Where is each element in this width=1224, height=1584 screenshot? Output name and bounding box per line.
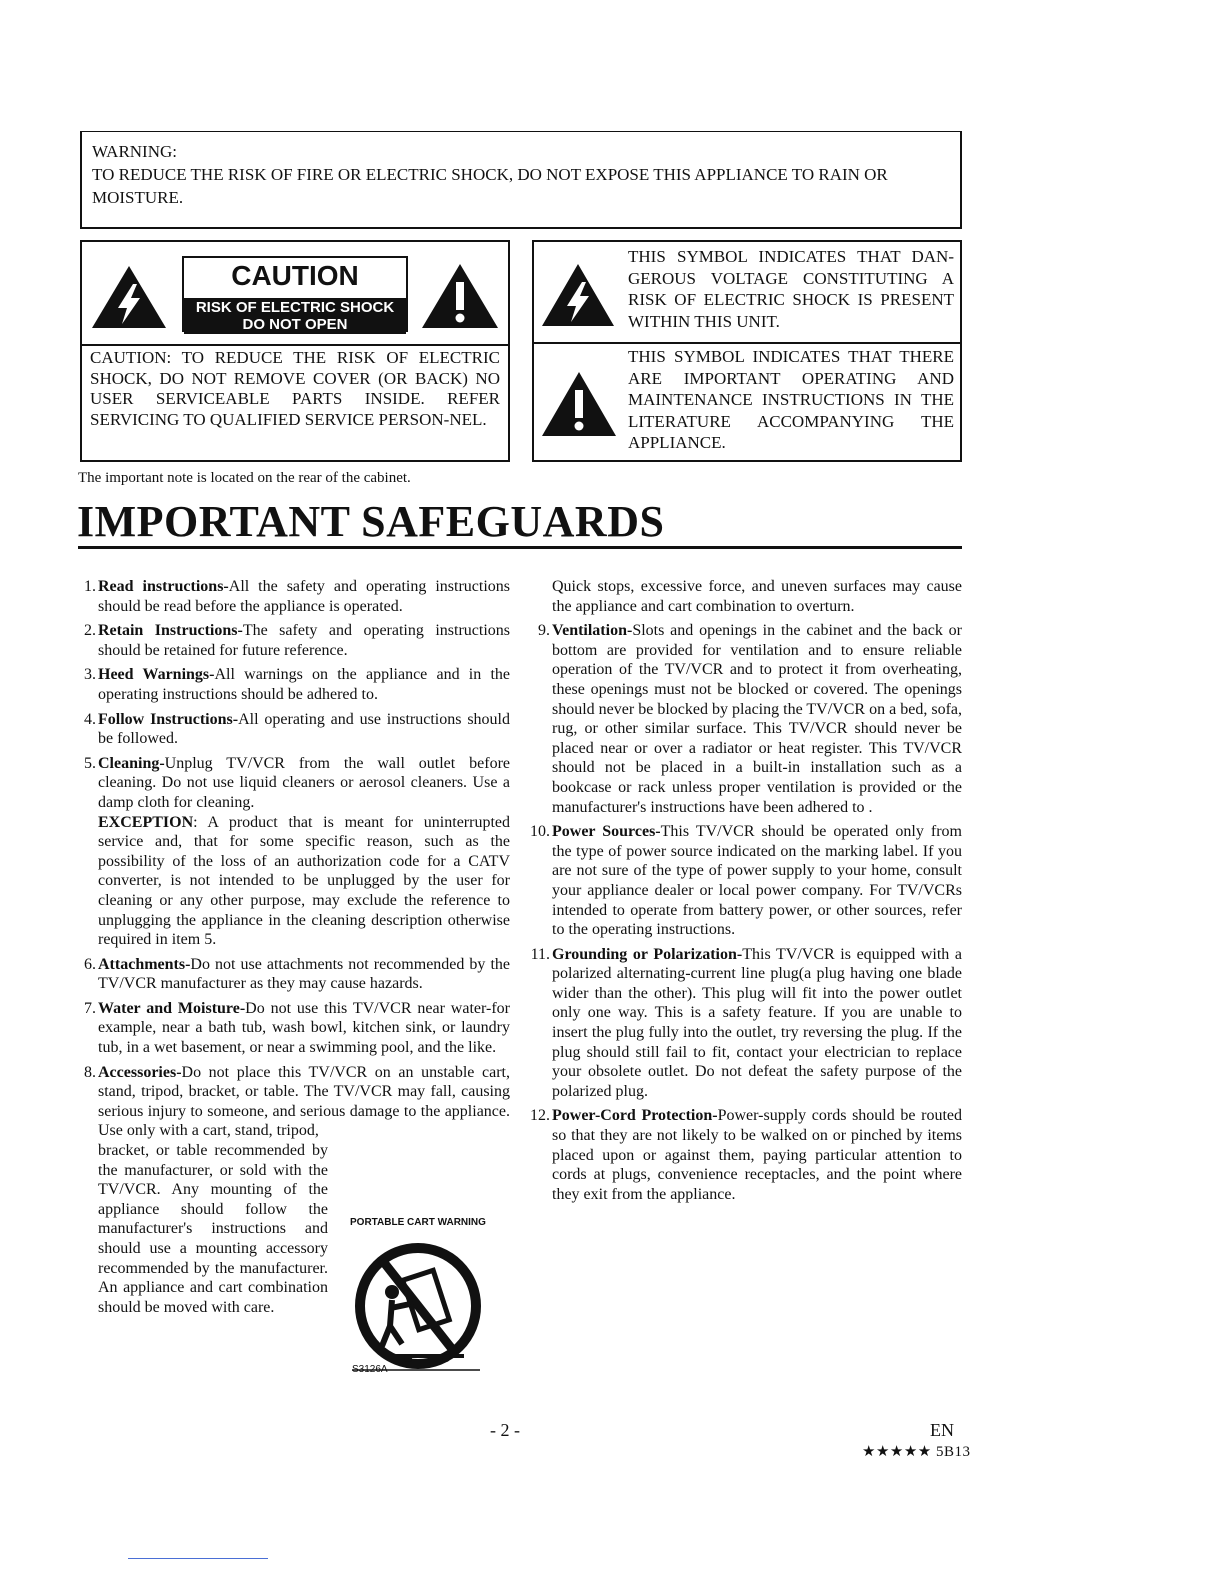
exclamation-symbol-icon: [540, 370, 618, 438]
heading-rule: [78, 546, 962, 549]
language-code: EN: [930, 1420, 954, 1440]
list-item: 9. Ventilation-Slots and openings in the cabinet and the back or bottom are provided for ventilation and to ensure reliable operation of the TV/VCR and to protect it from overheating, these openings must not be blocked or covered. The openings should never be blocked by placing the TV/VCR on a bed, sofa, rug, or other similar surface. This TV/VCR should never be placed near or over a radiator or heat register. This TV/VCR should not be placed in a built-in installation such as a bookcase or rack unless proper ventilation is provided or the manufacturer's instructions have been adhered to .: [538, 622, 962, 816]
caution-text: CAUTION: TO REDUCE THE RISK OF ELECTRIC SHOCK, DO NOT REMOVE COVER (OR BACK) NO USER SERVICEABLE PARTS INSIDE. REFER SERVICING TO QUALIFIED SERVICE PERSON-NEL.: [90, 348, 500, 429]
lightning-warning-icon: [90, 264, 168, 330]
warning-box: [80, 131, 962, 229]
list-item: 2. Retain Instructions-The safety and operating instructions should be retained for future reference.: [84, 622, 511, 659]
lightning-symbol-text: THIS SYMBOL INDICATES THAT DAN-GEROUS VOLTAGE CONSTITUTING A RISK OF ELECTRIC SHOCK IS PRESENT WITHIN THIS UNIT.: [628, 247, 954, 331]
list-item: 1. Read instructions-All the safety and operating instructions should be read before the appliance is operated.: [84, 578, 511, 615]
left-column: [78, 577, 510, 1322]
caution-box: [80, 240, 510, 462]
lightning-symbol-row: [534, 242, 960, 344]
caution-band-line2: DO NOT OPEN: [242, 316, 348, 333]
list-item: 3. Heed Warnings-All warnings on the appliance and in the operating instructions should be adhered to.: [84, 666, 510, 703]
footer-line: [128, 1558, 268, 1559]
caution-label: [182, 256, 408, 332]
portable-cart-warning-icon: [352, 1230, 482, 1380]
model-code: ★★★★★ 5B13: [862, 1444, 971, 1460]
list-item: 8. Accessories-Do not place this TV/VCR on an unstable cart, stand, tripod, bracket, or table. The TV/VCR may fall, causing serious injury to someone, and serious damage to the appliance. Use only with a cart, stand, tripod,: [84, 1063, 510, 1140]
list-item: 5. Cleaning-Unplug TV/VCR from the wall outlet before cleaning. Do not use liquid cleaners or aerosol cleaners. Use a damp cloth for cleaning.: [84, 754, 510, 811]
list-item-continuation: Quick stops, excessive force, and uneven surfaces may cause the appliance and cart combination to overturn.: [552, 578, 962, 615]
cart-warning-label: PORTABLE CART WARNING: [350, 1217, 486, 1228]
lightning-symbol-icon: [540, 262, 616, 328]
list-item: 12. Power-Cord Protection-Power-supply cords should be routed so that they are not likely to be walked on or pinched by items placed upon or against them, paying particular attention to cords at plugs, convenience receptacles, and the point where they exit from the appliance.: [530, 1107, 962, 1203]
cart-code: S3126A: [352, 1364, 388, 1375]
exception-paragraph: EXCEPTION: A product that is meant for uninterrupted service and, that for some specific reason, such as the possibility of the loss of an authorization code for a CATV converter, is not intended to be unplugged by the user for cleaning or any other purpose, may exclude the reference to unplugging the appliance in the cleaning description otherwise required in item 5.: [98, 813, 510, 949]
list-item: 10. Power Sources-This TV/VCR should be operated only from the type of power source indicated on the marking label. If you are not sure of the type of power supply to your home, consult your appliance dealer or local power company. For TV/VCRs intended to operate from battery power, or other sources, refer to the operating instructions.: [530, 823, 963, 939]
caution-word: CAUTION: [231, 260, 359, 291]
right-column: [522, 577, 962, 1209]
warning-text: TO REDUCE THE RISK OF FIRE OR ELECTRIC SHOCK, DO NOT EXPOSE THIS APPLIANCE TO RAIN OR MOISTURE.: [92, 165, 888, 207]
list-item-continuation: bracket, or table recommended by the manufacturer, or sold with the TV/VCR. Any mounting of the appliance should follow the manufacturer's instructions and should use a mounting accessory recommended by the manufacturer. An appliance and cart combination should be moved with care.: [98, 1142, 328, 1316]
list-item: 7. Water and Moisture-Do not use this TV/VCR near water-for example, near a bath tub, wash bowl, kitchen sink, or laundry tub, in a wet basement, or near a swimming pool, and the like.: [84, 999, 510, 1057]
symbol-box: [532, 240, 962, 462]
cabinet-note: The important note is located on the rear of the cabinet.: [78, 470, 411, 486]
caution-band: [184, 298, 406, 334]
list-item: 6. Attachments-Do not use attachments not recommended by the TV/VCR manufacturer as they may cause hazards.: [84, 955, 510, 993]
caution-band-line1: RISK OF ELECTRIC SHOCK: [195, 299, 395, 316]
warning-title: WARNING:: [92, 142, 177, 161]
list-item: 4. Follow Instructions-All operating and use instructions should be followed.: [84, 710, 510, 748]
page-number: - 2 -: [490, 1420, 520, 1440]
exclamation-warning-icon: [420, 262, 500, 330]
page-title: IMPORTANT SAFEGUARDS: [77, 497, 665, 546]
caution-label-area: [82, 242, 508, 346]
exclamation-symbol-text: THIS SYMBOL INDICATES THAT THERE ARE IMPORTANT OPERATING AND MAINTENANCE INSTRUCTIONS IN THE LITERATURE ACCOMPANYING THE APPLIANCE.: [628, 347, 954, 452]
list-item: 11. Grounding or Polarization-This TV/VCR is equipped with a polarized alternating-current line plug(a plug having one blade wider than the other). This plug will fit into the power outlet only one way. This is a safety feature. If you are unable to insert the plug fully into the outlet, try reversing the plug. If the plug should still fail to fit, contact your electrician to replace your obsolete outlet. Do not defeat the safety purpose of the polarized plug.: [530, 945, 962, 1100]
